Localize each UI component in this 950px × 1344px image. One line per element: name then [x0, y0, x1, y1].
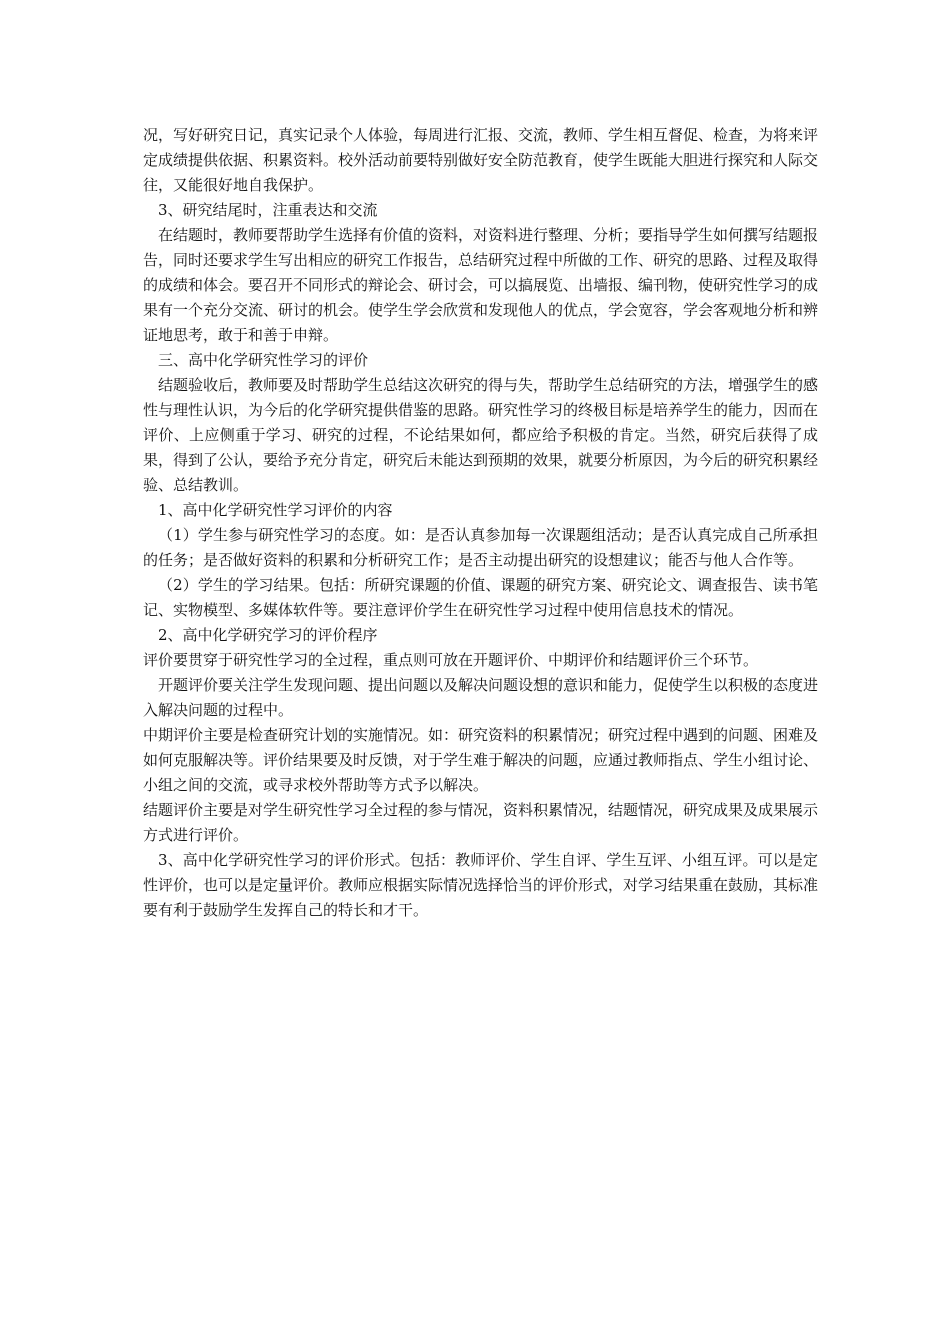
paragraph-continuation: 况，写好研究日记，真实记录个人体验，每周进行汇报、交流，教师、学生相互督促、检查，为将来评定成绩提供依据、积累资料。校外活动前要特别做好安全防范教育，使学生既能大胆进行探究和人际交往，又能很好地自我保护。: [143, 126, 819, 194]
subheading-evaluation-content: 1、高中化学研究性学习评价的内容: [158, 501, 393, 519]
paragraph-evaluation-forms: 3、高中化学研究性学习的评价形式。包括：教师评价、学生自评、学生互评、小组互评。可以是定性评价，也可以是定量评价。教师应根据实际情况选择恰当的评价形式，对学习结果重在鼓励，其标准要有利于鼓励学生发挥自己的特长和才干。: [143, 851, 819, 919]
paragraph-evaluation-overview: 结题验收后，教师要及时帮助学生总结这次研究的得与失，帮助学生总结研究的方法，增强学生的感性与理性认识，为今后的化学研究提供借鉴的思路。研究性学习的终极目标是培养学生的能力，因而在评价、上应侧重于学习、研究的过程，不论结果如何，都应给予积极的肯定。当然，研究后获得了成果，得到了公认，要给予充分肯定，研究后未能达到预期的效果，就要分析原因，为今后的研究积累经验、总结教训。: [143, 376, 819, 494]
section-heading-evaluation: 三、高中化学研究性学习的评价: [158, 351, 369, 369]
paragraph-midterm-evaluation: 中期评价主要是检查研究计划的实施情况。如：研究资料的积累情况；研究过程中遇到的问题、困难及如何克服解决等。评价结果要及时反馈，对于学生难于解决的问题，应通过教师指点、学生小组讨论、小组之间的交流，或寻求校外帮助等方式予以解决。: [143, 726, 819, 794]
paragraph-procedure-overview: 评价要贯穿于研究性学习的全过程，重点则可放在开题评价、中期评价和结题评价三个环节。: [143, 651, 759, 669]
paragraph-opening-evaluation: 开题评价要关注学生发现问题、提出问题以及解决问题设想的意识和能力，促使学生以积极的态度进入解决问题的过程中。: [143, 676, 819, 719]
paragraph-final-evaluation: 结题评价主要是对学生研究性学习全过程的参与情况，资料积累情况，结题情况，研究成果及成果展示方式进行评价。: [143, 801, 819, 844]
paragraph-results: （2）学生的学习结果。包括：所研究课题的价值、课题的研究方案、研究论文、调查报告、读书笔记、实物模型、多媒体软件等。要注意评价学生在研究性学习过程中使用信息技术的情况。: [143, 576, 818, 619]
document-body: [143, 123, 818, 923]
subheading-evaluation-procedure: 2、高中化学研究学习的评价程序: [158, 626, 378, 644]
paragraph-conclusion-guidance: 在结题时，教师要帮助学生选择有价值的资料，对资料进行整理、分析；要指导学生如何撰写结题报告，同时还要求学生写出相应的研究工作报告，总结研究过程中所做的工作、研究的思路、过程及取得的成绩和体会。要召开不同形式的辩论会、研讨会，可以搞展览、出墙报、编刊物，使研究性学习的成果有一个充分交流、研讨的机会。使学生学会欣赏和发现他人的优点，学会宽容，学会客观地分析和辨证地思考，敢于和善于申辩。: [143, 226, 819, 344]
subheading-research-conclusion: 3、研究结尾时，注重表达和交流: [158, 201, 378, 219]
paragraph-attitude: （1）学生参与研究性学习的态度。如：是否认真参加每一次课题组活动；是否认真完成自己所承担的任务；是否做好资料的积累和分析研究工作；是否主动提出研究的设想建议；能否与他人合作等。: [143, 526, 818, 569]
